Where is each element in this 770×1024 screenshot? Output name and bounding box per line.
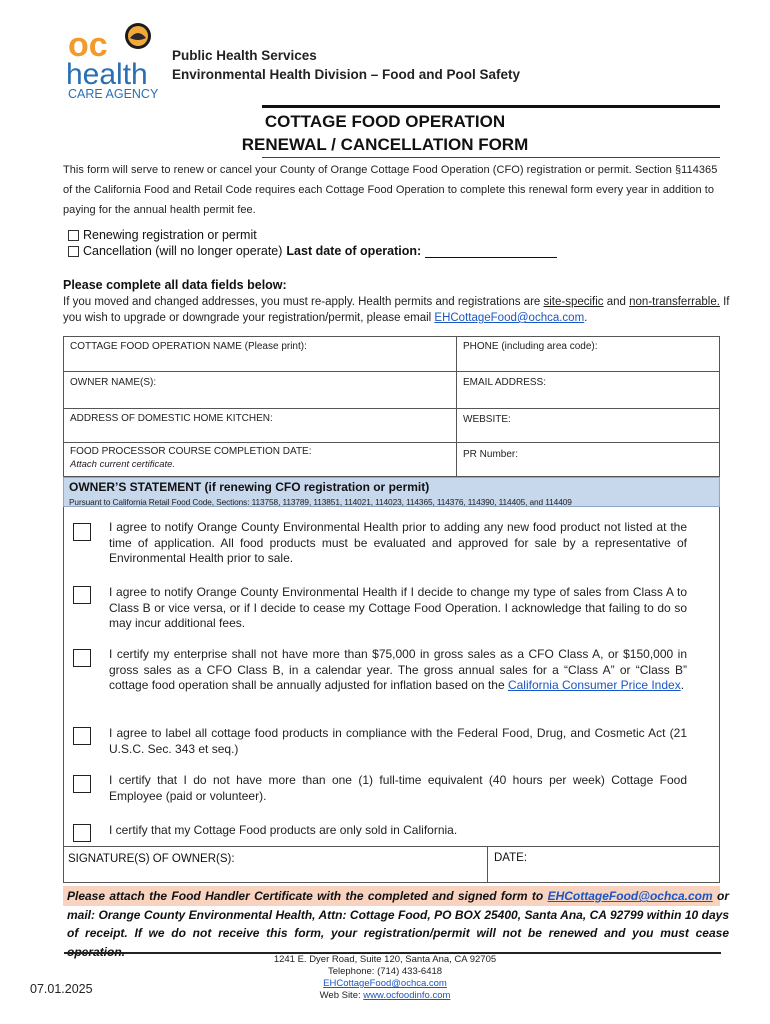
table-row <box>64 372 719 409</box>
owner-statement-subtitle: Pursuant to California Retail Food Code, Sections: 113758, 113789, 113851, 114021, 114023, 114365, 114376, 114390, 114405, and 114409 <box>69 497 572 507</box>
course-date-sublabel: Attach current certificate. <box>70 459 176 470</box>
table-row <box>64 337 719 372</box>
agency-logo-graphic <box>64 22 159 100</box>
signature-label: SIGNATURE(S) OF OWNER(S): <box>68 853 235 865</box>
statement-5-text: I certify that I do not have more than one (1) full-time equivalent (40 hours per week) Cottage Food Employee (paid or volunteer). <box>109 773 687 803</box>
table-row <box>64 409 719 443</box>
statement-5-checkbox[interactable] <box>73 775 91 793</box>
footer-address: 1241 E. Dyer Road, Suite 120, Santa Ana, CA 92705 <box>273 954 497 965</box>
instr-text-a: If you moved and changed addresses, you must re-apply. Health permits and registrations are <box>63 296 544 308</box>
footer-contact <box>250 954 520 1002</box>
signature-row <box>63 846 720 883</box>
notice-text <box>67 887 729 961</box>
logo-oc-text: oc <box>68 26 108 64</box>
website-label: WEBSITE: <box>463 414 511 425</box>
title-rule <box>262 157 720 158</box>
date-field[interactable] <box>488 847 719 882</box>
statement-6-text: I certify that my Cottage Food products are only sold in California. <box>109 823 458 837</box>
logo-agency-text: CARE AGENCY <box>68 87 159 100</box>
renew-label: Renewing registration or permit <box>83 228 257 242</box>
statement-4-text: I agree to label all cottage food products in compliance with the Federal Food, Drug, and Cosmetic Act (21 U.S.C. Sec. 343 et seq.) <box>109 726 687 756</box>
phone-field[interactable] <box>457 337 719 371</box>
form-title-line-1: COTTAGE FOOD OPERATION <box>264 112 506 131</box>
pr-number-label: PR Number: <box>463 449 519 460</box>
footer-email-link[interactable]: EHCottageFood@ochca.com <box>323 978 447 989</box>
cancel-label: Cancellation (will no longer operate) <box>83 244 283 258</box>
renew-option <box>68 228 257 242</box>
cancel-checkbox[interactable] <box>68 246 79 257</box>
address-label: ADDRESS OF DOMESTIC HOME KITCHEN: <box>70 413 273 424</box>
cfo-name-field[interactable] <box>64 337 457 371</box>
header-line-1: Public Health Services <box>172 48 317 63</box>
course-date-label: FOOD PROCESSOR COURSE COMPLETION DATE: <box>70 446 312 457</box>
statement-2-text: I agree to notify Orange County Environmental Health if I decide to change my type of sales from Class A to Class B or vice versa, or if I decide to cease my Cottage Food Operation. I acknowledge that failing to do so may incur additional fees. <box>109 585 687 630</box>
statement-1-checkbox[interactable] <box>73 523 91 541</box>
statement-1-text: I agree to notify Orange County Environmental Health prior to adding any new food product not listed at the time of application. All food products must be evaluated and approved for sale by a representative of Environmental Health prior to sale. <box>109 520 687 565</box>
phone-label: PHONE (including area code): <box>463 341 598 352</box>
statement-3-end: . <box>680 678 685 692</box>
logo-health-text: health <box>66 58 148 91</box>
notice-text-b: or mail: Orange County Environmental Health, Attn: Cottage Food, PO BOX 25400, Santa Ana, CA 92799 within 10 days of receipt. If we do not receive this form, your registration/permit will not be renewed and you must cease <box>67 889 729 940</box>
footer-web-label: Web Site: <box>319 990 364 1001</box>
owner-statement-header <box>63 477 720 507</box>
instr-text-b: and <box>603 296 630 308</box>
date-label: DATE: <box>494 852 528 864</box>
statement-3-checkbox[interactable] <box>73 649 91 667</box>
signature-field[interactable] <box>64 847 488 882</box>
statement-3-text <box>109 647 687 694</box>
last-date-field[interactable] <box>425 245 557 258</box>
address-field[interactable] <box>64 409 457 442</box>
table-row <box>64 443 719 476</box>
notice-email-link[interactable]: EHCottageFood@ochca.com <box>547 889 713 903</box>
cfo-name-label: COTTAGE FOOD OPERATION NAME (Please print): <box>70 341 307 352</box>
website-field[interactable] <box>457 409 719 442</box>
data-fields-table <box>63 336 720 477</box>
owner-name-field[interactable] <box>64 372 457 408</box>
instructions-heading: Please complete all data fields below: <box>63 278 287 292</box>
site-specific-text: site-specific <box>543 296 604 308</box>
statement-3-body: I certify my enterprise shall not have more than $75,000 in gross sales as a CFO Class A, or $150,000 in gross sales as a CFO Class B, in a calendar year. The gross annual sales for a “Class A” or “Class B” cottage food operation shall be annually adjusted for inflation based on the <box>109 647 687 692</box>
non-transferrable-text: non-transferrable. <box>629 296 720 308</box>
cancel-option <box>68 244 557 258</box>
statement-2-checkbox[interactable] <box>73 586 91 604</box>
header-line-2: Environmental Health Division – Food and Pool Safety <box>172 67 521 82</box>
header-rule <box>262 105 720 108</box>
instructions-paragraph <box>63 294 733 326</box>
statement-4-checkbox[interactable] <box>73 727 91 745</box>
revision-date: 07.01.2025 <box>30 982 93 996</box>
oc-health-care-agency-logo <box>64 22 159 100</box>
intro-paragraph: This form will serve to renew or cancel your County of Orange Cottage Food Operation (CFO) registration or permit. Section §114365 of the California Food and Retail Code requires each Cottage Food Operation to complete this renewal form every year in addition to paying for the annual health permit fee. <box>63 164 718 216</box>
instr-text-c: If you wish to upgrade or downgrade your registration/permit, please email <box>63 296 730 324</box>
email-label: EMAIL ADDRESS: <box>463 377 546 388</box>
owner-statement-title: OWNER’S STATEMENT (if renewing CFO registration or permit) <box>69 480 430 494</box>
statement-6-checkbox[interactable] <box>73 824 91 842</box>
notice-text-a: Please attach the Food Handler Certificate with the completed and signed form to <box>67 889 548 903</box>
course-date-field[interactable] <box>64 443 457 476</box>
cpi-link[interactable]: California Consumer Price Index <box>507 678 681 692</box>
form-title-line-2: RENEWAL / CANCELLATION FORM <box>241 135 529 154</box>
pr-number-field[interactable] <box>457 443 719 476</box>
renew-checkbox[interactable] <box>68 230 79 241</box>
email-link[interactable]: EHCottageFood@ochca.com <box>434 312 585 324</box>
footer-phone: Telephone: (714) 433-6418 <box>327 966 443 977</box>
email-field[interactable] <box>457 372 719 408</box>
owner-name-label: OWNER NAME(S): <box>70 377 157 388</box>
instr-text-d: . <box>584 312 588 324</box>
footer-web-link[interactable]: www.ocfoodinfo.com <box>363 990 451 1001</box>
last-date-label: Last date of operation: <box>286 244 422 258</box>
